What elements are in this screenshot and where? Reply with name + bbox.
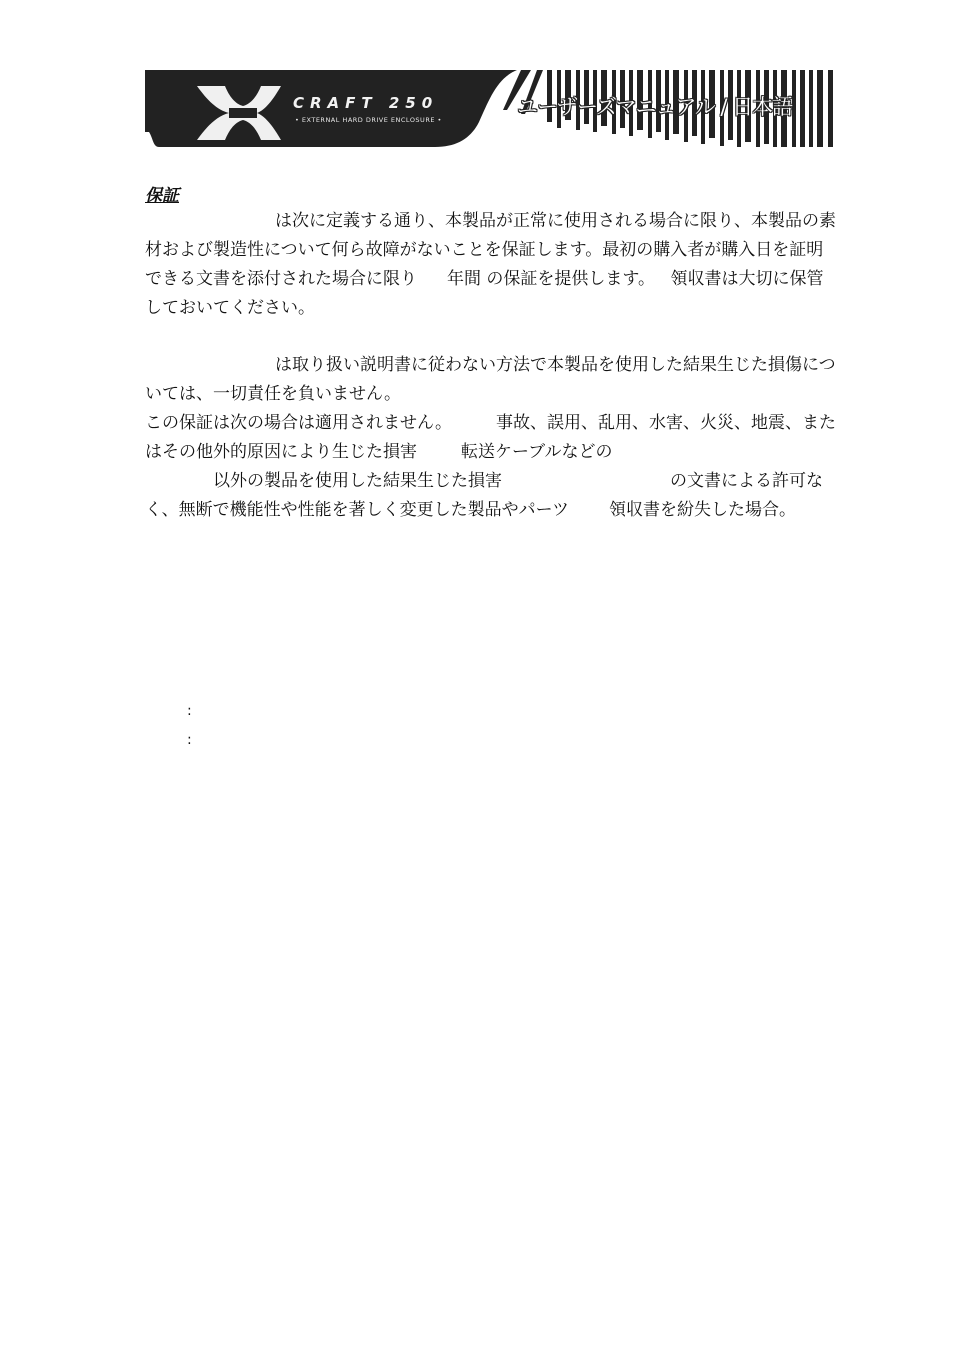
manual-title: ユーザーズマニュアル / 日本語 (517, 95, 793, 119)
exclusion-2b: 以外の製品を使用した結果生じた損害 (213, 471, 502, 491)
warranty-paragraph (145, 207, 837, 323)
liability-text: は取り扱い説明書に従わない方法で本製品を使用した結果生じた損傷については、一切責任を負いません。 (145, 355, 836, 404)
warranty-text-3: 領収書は大切に保管しておいてください。 (145, 269, 824, 318)
exclusion-4: 領収書を紛失した場合。 (608, 500, 796, 520)
exclusion-2: 転送ケーブルなどの (461, 442, 613, 462)
section-title: 保証 (145, 186, 179, 206)
contact-separator: : (187, 732, 192, 748)
logo-subtitle: • EXTERNAL HARD DRIVE ENCLOSURE • (295, 116, 442, 124)
contact-separator: : (187, 703, 192, 719)
liability-paragraph (145, 351, 837, 525)
exclusion-1: 事故、誤用、乱用、水害、火災、地震、またはその他外的原因により生じた損害 (145, 413, 837, 462)
header-banner (145, 70, 837, 147)
warranty-period: 年間 (447, 269, 481, 289)
exclusion-intro: この保証は次の場合は適用されません。 (145, 413, 453, 433)
warranty-text-2: の保証を提供します。 (486, 269, 656, 289)
exclusion-3: の文書による許可なく、無断で機能性や性能を著しく変更した製品やパーツ (145, 471, 823, 520)
logo-text: CRAFT 250 (293, 94, 439, 112)
warranty-text-1: は次に定義する通り、本製品が正常に使用される場合に限り、本製品の素材および製造性について何ら故障がないことを保証します。最初の購入者が購入日を証明できる文書を添付された場合に限り (145, 211, 836, 289)
